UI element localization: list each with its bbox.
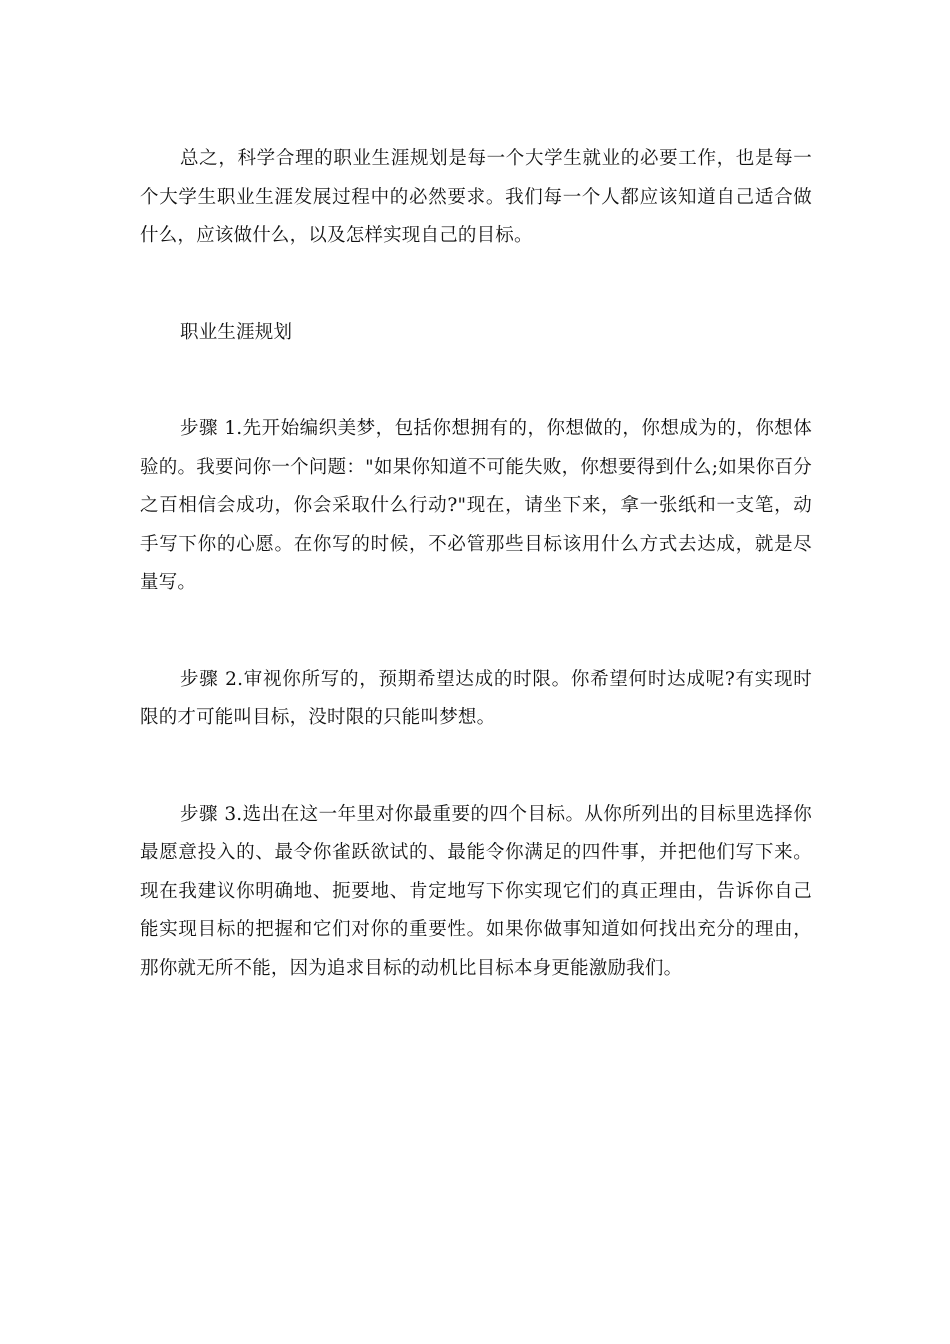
paragraph-step-1: 步骤 1.先开始编织美梦，包括你想拥有的，你想做的，你想成为的，你想体验的。我要问你一个问题："如果你知道不可能失败，你想要得到什么;如果你百分之百相信会成功，你会采取什么行动?"现在，请坐下来，拿一张纸和一支笔，动手写下你的心愿。在你写的时候，不必管那些目标该用什么方式去达成，就是尽量写。 (140, 418, 812, 593)
paragraph-gap (140, 256, 812, 314)
section-heading: 职业生涯规划 (180, 321, 293, 343)
document-body (140, 140, 812, 988)
paragraph-gap (140, 603, 812, 661)
paragraph-gap (140, 738, 812, 796)
paragraph-step-3: 步骤 3.选出在这一年里对你最重要的四个目标。从你所列出的目标里选择你最愿意投入的、最令你雀跃欲试的、最能令你满足的四件事，并把他们写下来。现在我建议你明确地、扼要地、肯定地写下你实现它们的真正理由，告诉你自己能实现目标的把握和它们对你的重要性。如果你做事知道如何找出充分的理由，那你就无所不能，因为追求目标的动机比目标本身更能激励我们。 (140, 803, 812, 979)
paragraph-conclusion: 总之，科学合理的职业生涯规划是每一个大学生就业的必要工作，也是每一个大学生职业生涯发展过程中的必然要求。我们每一个人都应该知道自己适合做什么，应该做什么，以及怎样实现自己的目标。 (140, 148, 812, 246)
paragraph-gap (140, 352, 812, 410)
paragraph-step-2: 步骤 2.审视你所写的，预期希望达成的时限。你希望何时达成呢?有实现时限的才可能叫目标，没时限的只能叫梦想。 (140, 668, 812, 728)
